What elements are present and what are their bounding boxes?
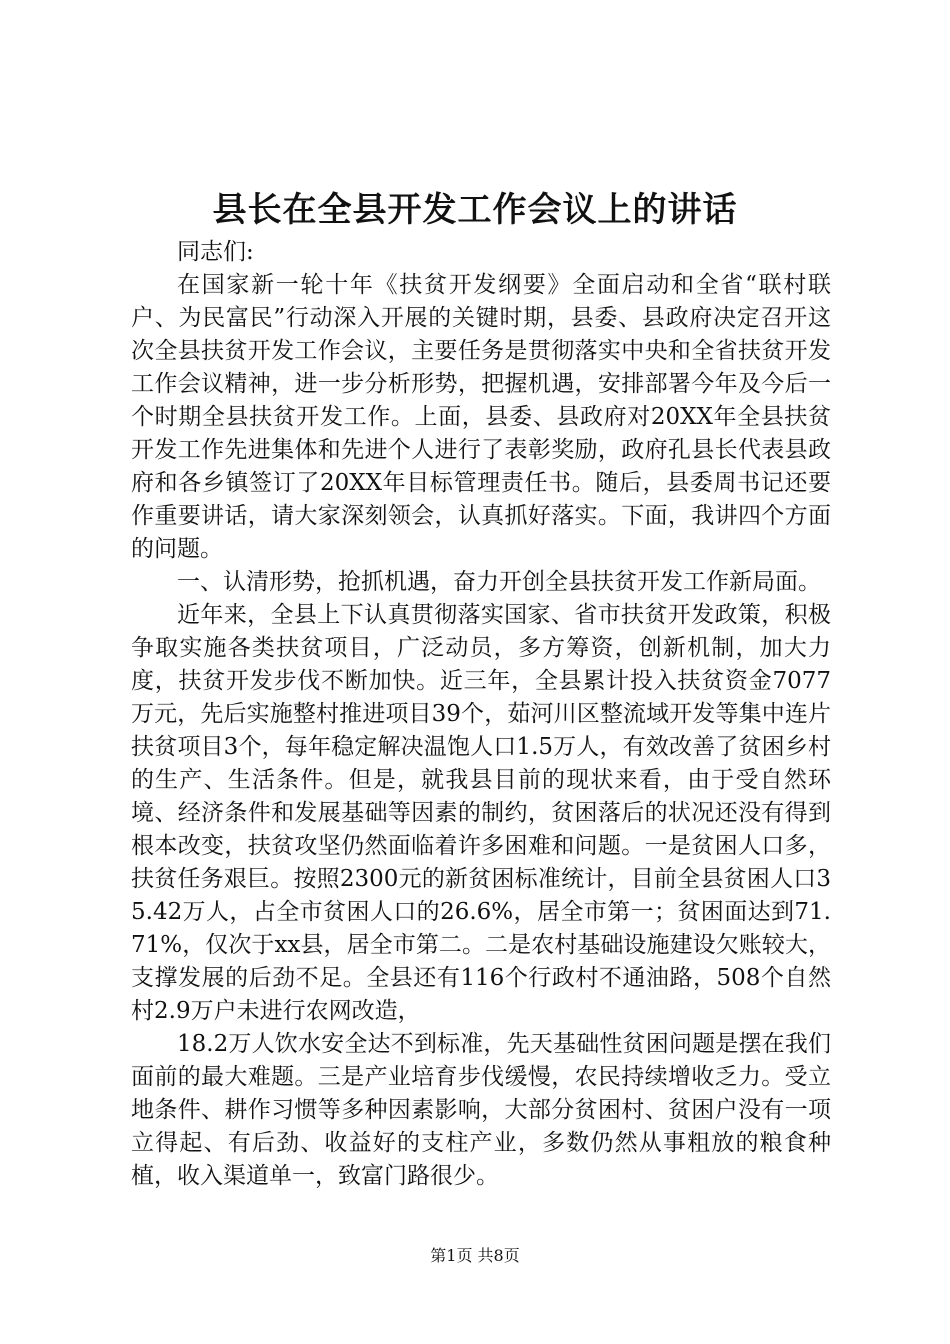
intro-paragraph: 在国家新一轮十年《扶贫开发纲要》全面启动和全省“联村联户、为民富民”行动深入开展的关键时期，县委、县政府决定召开这次全县扶贫开发工作会议，主要任务是贯彻落实中央和全省扶贫开发工作会议精神，进一步分析形势，把握机遇，安排部署今年及今后一个时期全县扶贫开发工作。上面，县委、县政府对20XX年全县扶贫开发工作先进集体和先进个人进行了表彰奖励，政府孔县长代表县政府和各乡镇签订了20XX年目标管理责任书。随后，县委周书记还要作重要讲话，请大家深刻领会，认真抓好落实。下面，我讲四个方面的问题。 <box>131 272 831 562</box>
body-paragraph: 18.2万人饮水安全达不到标准，先天基础性贫困问题是摆在我们面前的最大难题。三是产业培育步伐缓慢，农民持续增收乏力。受立地条件、耕作习惯等多种因素影响，大部分贫困村、贫困户没有一项立得起、有后劲、收益好的支柱产业，多数仍然从事粗放的粮食种植，收入渠道单一，致富门路很少。 <box>131 1031 831 1189</box>
document-title: 县长在全县开发工作会议上的讲话 <box>212 190 738 230</box>
salutation-paragraph: 同志们: <box>177 239 254 265</box>
body-paragraph: 近年来，全县上下认真贯彻落实国家、省市扶贫开发政策，积极争取实施各类扶贫项目，广泛动员，多方筹资，创新机制，加大力度，扶贫开发步伐不断加快。近三年，全县累计投入扶贫资金7077万元，先后实施整村推进项目39个，茹河川区整流域开发等集中连片扶贫项目3个，每年稳定解决温饱人口1.5万人，有效改善了贫困乡村的生产、生活条件。但是，就我县目前的现状来看，由于受自然环境、经济条件和发展基础等因素的制约，贫困落后的状况还没有得到根本改变，扶贫攻坚仍然面临着许多困难和问题。一是贫困人口多，扶贫任务艰巨。按照2300元的新贫困标准统计，目前全县贫困人口35.42万人，占全市贫困人口的26.6%，居全市第一；贫困面达到71.71%，仅次于xx县，居全市第二。二是农村基础设施建设欠账较大，支撑发展的后劲不足。全县还有116个行政村不通油路，508个自然村2.9万户未进行农网改造， <box>131 602 831 1024</box>
section-heading-1: 一、认清形势，抢抓机遇，奋力开创全县扶贫开发工作新局面。 <box>177 569 821 595</box>
page-footer: 第1页 共8页 <box>430 1246 520 1265</box>
document-body <box>131 236 831 1193</box>
